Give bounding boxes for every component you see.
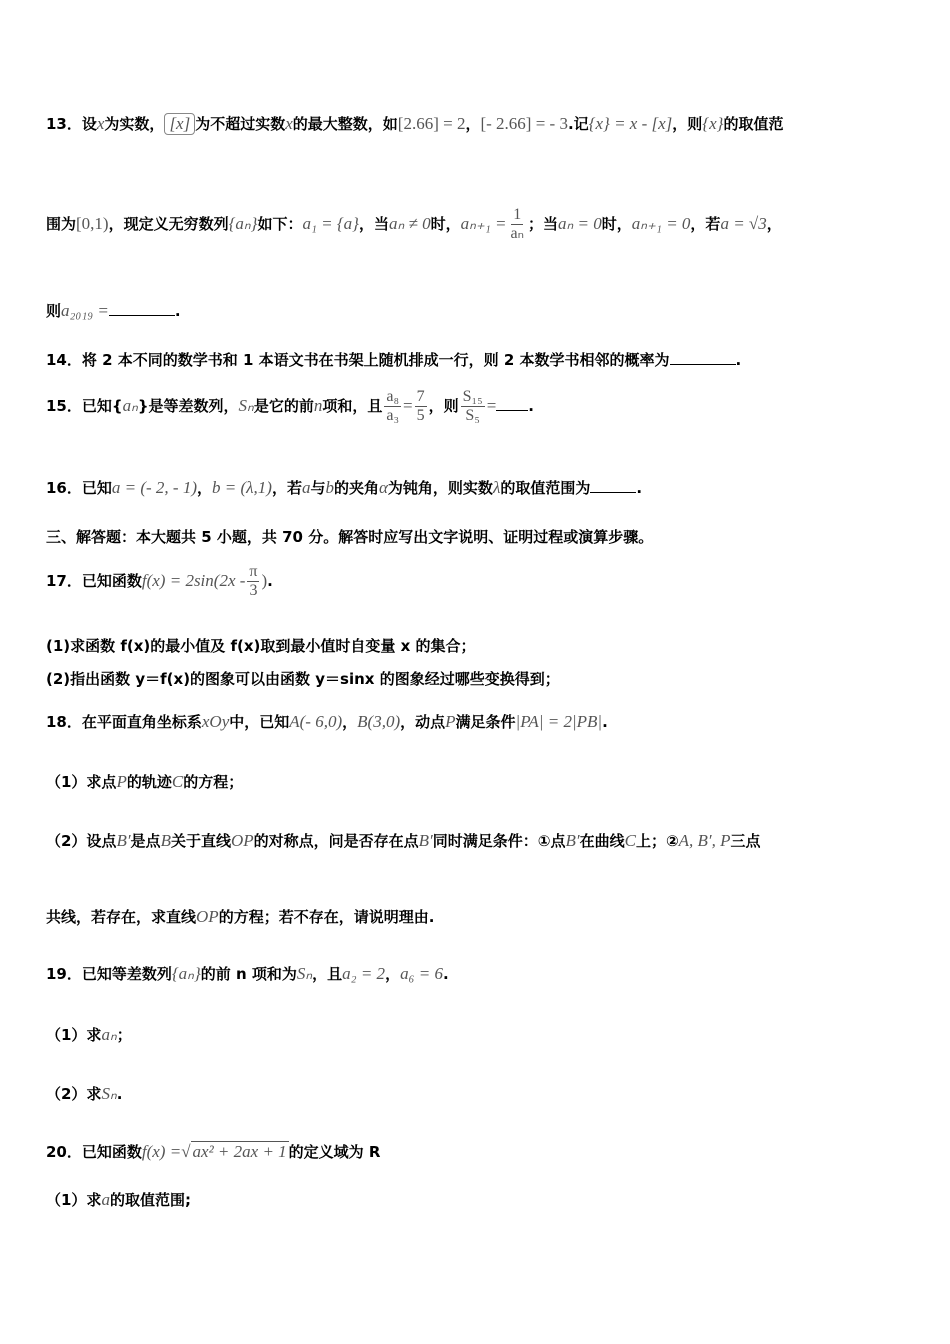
text: 如下： <box>257 215 303 233</box>
text: . <box>442 965 449 983</box>
fraction-numerator: π <box>249 563 258 580</box>
math-alpha: α <box>378 478 388 497</box>
text: . <box>528 397 534 415</box>
math-example1: [2.66] = 2 <box>397 114 466 133</box>
fraction-numerator: 7 <box>416 388 425 405</box>
q13-line2 <box>46 206 782 243</box>
fraction-denominator: aₙ <box>510 225 524 242</box>
text: . <box>174 302 181 320</box>
fraction-denominator: 3 <box>249 582 258 599</box>
fraction-numerator: a₈ <box>386 388 400 405</box>
section3-text: 三、解答题：本大题共 5 小题，共 70 分。解答时应写出文字说明、证明过程或演算步骤。 <box>46 528 654 546</box>
text: 时， <box>430 215 461 233</box>
text: ，动点 <box>400 713 446 731</box>
text: 三点 <box>730 832 761 850</box>
math-a: a <box>101 1190 110 1209</box>
math-condition2: aₙ = 0 <box>558 214 602 233</box>
q17-part1-text: (1)求函数 f(x)的最小值及 f(x)取到最小值时自变量 x 的集合； <box>46 637 476 655</box>
text: 是它的前 <box>253 397 314 415</box>
q13-line1 <box>46 113 783 135</box>
text: ，现定义无穷数列 <box>108 215 229 233</box>
math-lambda: λ <box>492 478 501 497</box>
text: 上；② <box>635 832 679 850</box>
math-range: [0,1) <box>76 214 109 233</box>
math-fraction-a8-a3 <box>384 388 401 425</box>
text: 的取值范 <box>723 115 784 133</box>
q15 <box>46 388 534 425</box>
text: 的取值范围为 <box>500 479 591 497</box>
text: 的方程； <box>183 773 244 791</box>
text: 为钝角，则实数 <box>387 479 493 497</box>
text: 的夹角 <box>333 479 379 497</box>
text: ，若 <box>271 479 302 497</box>
text: ，且 <box>312 965 343 983</box>
q18-part1 <box>46 771 243 792</box>
math-example2: [- 2.66] = - 3 <box>480 114 568 133</box>
answer-blank[interactable] <box>109 301 175 316</box>
answer-blank[interactable] <box>670 350 736 365</box>
math-op: OP <box>196 907 219 926</box>
text: .记 <box>567 115 589 133</box>
text: }是等差数列， <box>137 397 239 415</box>
q18 <box>46 711 608 732</box>
sqrt-sign: √ <box>181 1142 191 1161</box>
math-recurrence-lhs: aₙ₊₁ = <box>460 214 507 233</box>
text: 共线，若存在，求直线 <box>46 908 197 926</box>
math-point-a: A(- 6,0) <box>289 712 343 731</box>
answer-blank[interactable] <box>496 396 528 411</box>
q17-part1 <box>46 635 476 656</box>
math-frac-x: {x} <box>702 114 724 133</box>
q14-text: 14．将 2 本不同的数学书和 1 本语文书在书架上随机排成一行，则 2 本数学书相邻的概率为 <box>46 351 670 369</box>
text: ，则 <box>672 115 703 133</box>
text: （1）求点 <box>46 773 117 791</box>
math-b-prime: B′ <box>116 831 131 850</box>
text: 在曲线 <box>579 832 625 850</box>
text: . <box>116 1085 123 1103</box>
section3-heading <box>46 526 653 547</box>
text: 满足条件 <box>455 713 516 731</box>
text: 时， <box>601 215 632 233</box>
math-a1: a₁ = {a} <box>302 214 359 233</box>
q18-part2-line2 <box>46 906 434 927</box>
math-b: B <box>160 831 171 850</box>
q20 <box>46 1141 380 1162</box>
text: 是点 <box>130 832 161 850</box>
q17-part2-text: (2)指出函数 y＝f(x)的图象可以由函数 y＝sinx 的图象经过哪些变换得到； <box>46 670 560 688</box>
text: 围为 <box>46 215 77 233</box>
text: ，当 <box>358 215 389 233</box>
text: 项和，且 <box>322 397 383 415</box>
math-recurrence2: aₙ₊₁ = 0 <box>631 214 691 233</box>
fraction-numerator: 1 <box>513 206 522 223</box>
math-point-b: B(3,0) <box>357 712 401 731</box>
math-sn: Sₙ <box>238 396 254 415</box>
math-condition: aₙ ≠ 0 <box>389 214 431 233</box>
text: 15．已知{ <box>46 397 123 415</box>
text: 20．已知函数 <box>46 1143 142 1161</box>
math-an: {aₙ} <box>171 964 201 983</box>
text: （1）求 <box>46 1026 102 1044</box>
math-an: aₙ <box>122 396 138 415</box>
q13-number: 13．设 <box>46 115 97 133</box>
math-vector-b: b = (λ,1) <box>212 478 272 497</box>
math-c: C <box>624 831 636 850</box>
q14 <box>46 349 741 370</box>
fraction-denominator: a₃ <box>386 407 400 424</box>
math-x: x <box>285 114 293 133</box>
math-n: n <box>313 396 323 415</box>
text: 关于直线 <box>170 832 231 850</box>
q17-part2 <box>46 668 560 689</box>
math-radicand: ax² + 2ax + 1 <box>192 1142 287 1161</box>
text: 中，已知 <box>229 713 290 731</box>
math-a-value: a = √3 <box>720 214 767 233</box>
math-equals: = <box>486 396 497 415</box>
text: （1）求 <box>46 1191 102 1209</box>
text: 与 <box>310 479 326 497</box>
math-b-prime: B′ <box>418 831 433 850</box>
math-x: x <box>96 114 105 133</box>
text: 19．已知等差数列 <box>46 965 172 983</box>
text: 的方程；若不存在，请说明理由. <box>218 908 435 926</box>
text: 的取值范围; <box>109 1191 191 1209</box>
fraction-numerator: S₁₅ <box>462 388 483 405</box>
text: ， <box>197 479 213 497</box>
text: 的轨迹 <box>126 773 172 791</box>
math-definition: {x} = x - [x] <box>588 114 673 133</box>
text: . <box>602 713 608 731</box>
q16 <box>46 477 642 498</box>
fraction-denominator: 5 <box>416 407 425 424</box>
text: ， <box>465 115 481 133</box>
math-sn: Sₙ <box>101 1084 117 1103</box>
math-p: P <box>116 772 127 791</box>
math-a2019: a₂₀₁₉ = <box>61 301 109 320</box>
math-op: OP <box>230 831 254 850</box>
math-sn: Sₙ <box>296 964 313 983</box>
math-fraction-s15-s5 <box>461 388 485 425</box>
text: 的前 n 项和为 <box>200 965 297 983</box>
math-point-p: P <box>445 712 456 731</box>
text: 为实数， <box>104 115 165 133</box>
math-abp: A, B′, P <box>678 831 731 850</box>
text: 则 <box>46 302 62 320</box>
math-fraction-pi-3 <box>247 563 259 600</box>
q18-part2 <box>46 830 761 851</box>
text: 同时满足条件：①点 <box>432 832 566 850</box>
text: 的对称点，问是否存在点 <box>253 832 419 850</box>
text: 16．已知 <box>46 479 112 497</box>
fraction-denominator: S₅ <box>465 407 480 424</box>
text: ；当 <box>528 215 559 233</box>
q13-line3 <box>46 300 181 321</box>
text: . <box>267 572 273 590</box>
math-equals: = <box>403 396 413 415</box>
q19-part2 <box>46 1083 122 1104</box>
text: 18．在平面直角坐标系 <box>46 713 202 731</box>
math-xoy: xOy <box>201 712 230 731</box>
text: ， <box>385 965 401 983</box>
q19-part1 <box>46 1024 132 1045</box>
math-sequence: {aₙ} <box>228 214 258 233</box>
math-function: f(x) = 2sin(2x - <box>141 571 246 590</box>
math-a6: a₆ = 6 <box>400 964 443 983</box>
math-b-prime: B′ <box>565 831 580 850</box>
q19 <box>46 963 449 984</box>
text: （2）设点 <box>46 832 117 850</box>
text: ； <box>116 1026 132 1044</box>
text: 的最大整数，如 <box>292 115 398 133</box>
math-a2: a₂ = 2 <box>342 964 386 983</box>
math-b: b <box>325 478 334 497</box>
text: . <box>636 479 643 497</box>
text: ，则 <box>428 397 459 415</box>
math-a: a <box>301 478 311 497</box>
text: （2）求 <box>46 1085 102 1103</box>
text: . <box>735 351 742 369</box>
math-floor-x: [x] <box>164 113 195 135</box>
math-fraction <box>509 206 526 243</box>
text: 为不超过实数 <box>195 115 286 133</box>
math-function: f(x) = <box>141 1142 182 1161</box>
text: ， <box>342 713 358 731</box>
math-vector-a: a = (- 2, - 1) <box>111 478 197 497</box>
math-c: C <box>171 772 184 791</box>
text: ，若 <box>690 215 721 233</box>
math-condition: |PA| = 2|PB| <box>515 712 603 731</box>
text: 17．已知函数 <box>46 572 142 590</box>
answer-blank[interactable] <box>590 478 636 493</box>
math-fraction-7-5 <box>415 388 427 425</box>
math-close-paren: ) <box>261 571 268 590</box>
q20-part1 <box>46 1189 191 1210</box>
math-an: aₙ <box>101 1025 117 1044</box>
text: 的定义域为 R <box>288 1143 381 1161</box>
text: ， <box>766 215 782 233</box>
q17 <box>46 563 273 600</box>
